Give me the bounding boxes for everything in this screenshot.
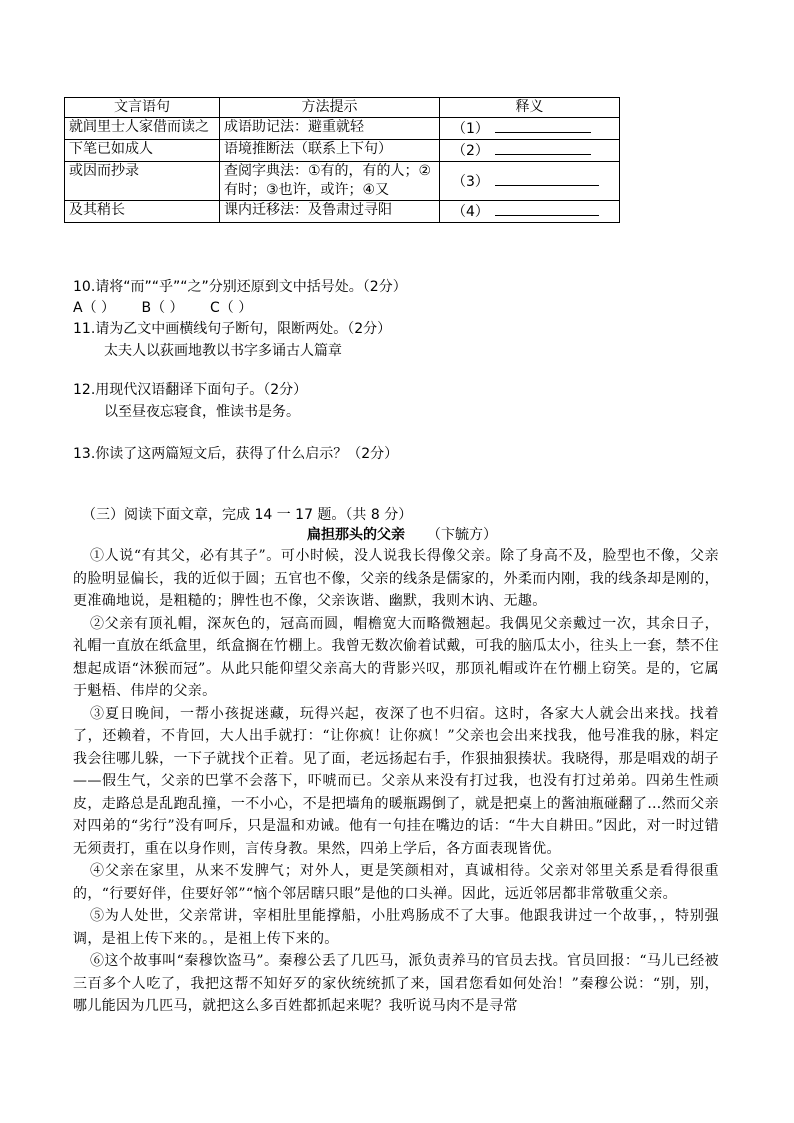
- answer-cell: [440, 162, 620, 201]
- answer-blank[interactable]: [495, 140, 591, 155]
- paragraph: ⑥这个故事叫“秦穆饮盗马”。秦穆公丢了几匹马，派负责养马的官员去找。官员回报：“马儿已经被三百多个人吃了，我把这帮不知好歹的家伙统统抓了来，国君您看如何处治！”秦穆公说：“别，别，哪儿能因为几匹马，就把这么多百姓都抓起来呢？我听说马肉不是寻常: [73, 953, 719, 1014]
- answer-blank[interactable]: [495, 171, 599, 186]
- question-13: 13.你读了这两篇短文后，获得了什么启示？（2分）: [73, 446, 399, 462]
- answer-number: （3）: [452, 173, 489, 190]
- option-c[interactable]: C（ ）: [210, 300, 253, 316]
- paragraph: ④父亲在家里，从来不发脾气；对外人，更是笑颜相对，真诚相待。父亲对邻里关系是看得很重的，“行要好伴，住要好邻”“恼个邻居瞎只眼”是他的口头禅。因此，远近邻居都非常敬重父亲。: [73, 863, 719, 902]
- answer-number: （4）: [452, 204, 489, 220]
- table-row: [65, 118, 620, 140]
- answer-blank[interactable]: [495, 118, 591, 133]
- method-cell: 课内迁移法：及鲁肃过寻阳: [220, 201, 440, 223]
- question-10-options: [73, 298, 252, 318]
- answer-number: （1）: [452, 121, 489, 137]
- sentence-cell: 就闾里士人家借而读之: [65, 118, 220, 140]
- question-11: 11.请为乙文中画横线句子断句，限断两处。（2分）: [73, 321, 392, 337]
- table-row: [65, 201, 620, 223]
- sentence-cell: 或因而抄录: [65, 162, 220, 201]
- question-11-sentence: 太夫人以荻画地教以书字多诵古人篇章: [104, 343, 342, 359]
- option-b[interactable]: B（ ）: [141, 300, 184, 316]
- article-body: [73, 545, 719, 1018]
- method-cell: 查阅字典法：①有的，有的人；②有时；③也许，或许；④又: [220, 162, 440, 201]
- table-row: [65, 140, 620, 162]
- article-title-text: 扁担那头的父亲: [307, 527, 405, 543]
- question-12: 12.用现代汉语翻译下面句子。（2分）: [73, 382, 308, 398]
- answer-blank[interactable]: [495, 201, 599, 216]
- col-header-method: 方法提示: [220, 98, 440, 118]
- answer-number: （2）: [452, 143, 489, 159]
- answer-cell: [440, 118, 620, 140]
- option-a[interactable]: A（ ）: [73, 300, 116, 316]
- question-12-sentence: 以至昼夜忘寝食，惟读书是务。: [104, 404, 300, 420]
- sentence-cell: 及其稍长: [65, 201, 220, 223]
- answer-cell: [440, 140, 620, 162]
- paragraph: ③夏日晚间，一帮小孩捉迷藏，玩得兴起，夜深了也不归宿。这时，各家大人就会出来找。找着了，还赖着，不肯回，大人出手就打：“让你疯！让你疯！”父亲也会出来找我，他号准我的脉，料定我会往哪儿躲，一下子就找个正着。见了面，老远扬起右手，作狠抽狠揍状。我晓得，那是唱戏的胡子——假生气，父亲的巴掌不会落下，吓唬而已。父亲从来没有打过我，也没有打过弟弟。四弟生性顽皮，走路总是乱跑乱撞，一不小心，不是把墙角的暖瓶踢倒了，就是把桌上的酱油瓶碰翻了…然而父亲对四弟的“劣行”没有呵斥，只是温和劝诫。他有一句挂在嘴边的话：“牛大自耕田。”因此，对一时过错无须责打，重在以身作则，言传身教。果然，四弟上学后，各方面表现皆优。: [73, 705, 719, 857]
- table-header-row: [65, 98, 620, 118]
- section-heading: （三）阅读下面文章，完成 14 一 17 题。（共 8 分）: [82, 507, 413, 523]
- answer-cell: [440, 201, 620, 223]
- sentence-cell: 下笔已如成人: [65, 140, 220, 162]
- col-header-meaning: 释义: [440, 98, 620, 118]
- question-10: 10.请将“而”“乎”“之”分别还原到文中括号处。（2分）: [73, 279, 407, 295]
- col-header-sentence: 文言语句: [65, 98, 220, 118]
- paragraph: ⑤为人处世，父亲常讲，宰相肚里能撑船，小肚鸡肠成不了大事。他跟我讲过一个故事，，特别强调，是祖上传下来的。，是祖上传下来的。: [73, 908, 719, 947]
- method-cell: 成语助记法：避重就轻: [220, 118, 440, 140]
- paragraph: ②父亲有顶礼帽，深灰色的，冠高而圆，帽檐宽大而略微翘起。我偶见父亲戴过一次，其余日子，礼帽一直放在纸盒里，纸盒搁在竹棚上。我曾无数次偷着试戴，可我的脑瓜太小，往头上一套，禁不住想起成语“沐猴而冠”。从此只能仰望父亲高大的背影兴叹，那顶礼帽或许在竹棚上窃笑。是的，它属于魁梧、伟岸的父亲。: [73, 615, 719, 699]
- paragraph: ①人说“有其父，必有其子”。可小时候，没人说我长得像父亲。除了身高不及，脸型也不像，父亲的脸明显偏长，我的近似于圆；五官也不像，父亲的线条是儒家的，外柔而内刚，我的线条却是刚的，更准确地说，是粗糙的；脾性也不像，父亲诙谐、幽默，我则木讷、无趣。: [73, 548, 719, 609]
- vocabulary-table: [64, 97, 620, 223]
- table-row: [65, 162, 620, 201]
- article-title: [307, 526, 497, 544]
- article-author: （卞毓方）: [427, 527, 497, 543]
- method-cell: 语境推断法（联系上下句）: [220, 140, 440, 162]
